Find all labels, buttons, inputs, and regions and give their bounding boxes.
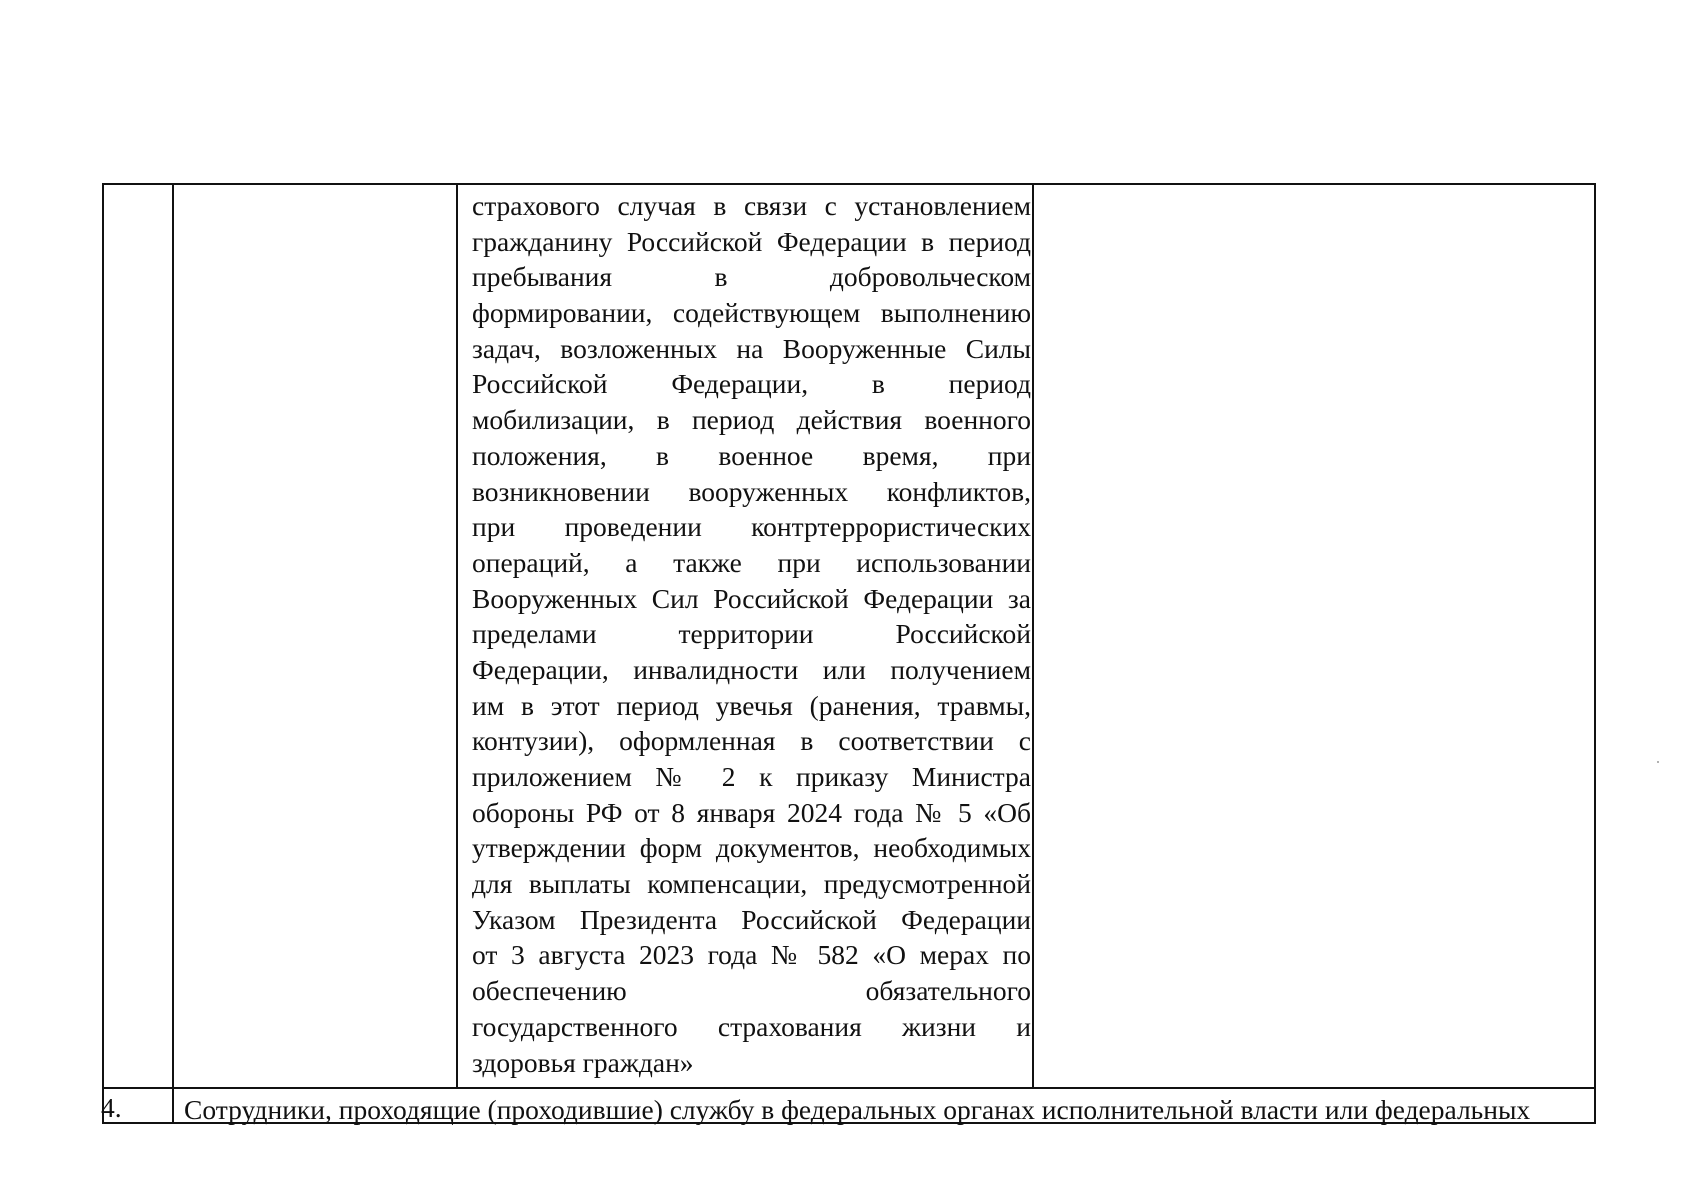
table-row-separator — [102, 1087, 1596, 1089]
table-column-divider-2 — [456, 183, 458, 1087]
description-line: гражданину Российской Федерации в период — [472, 225, 1031, 257]
row-category-text: Сотрудники, проходящие (проходившие) службу в федеральных органах исполнительной власти или федеральных — [184, 1094, 1531, 1125]
table-left-border — [102, 183, 104, 1124]
description-line: от 3 августа 2023 года № 582 «О мерах по — [472, 939, 1031, 971]
description-line: Вооруженных Сил Российской Федерации за — [472, 582, 1031, 614]
description-line: контузии), оформленная в соответствии с — [472, 725, 1031, 757]
scan-artifact — [1657, 761, 1659, 763]
description-line: возникновении вооруженных конфликтов, — [472, 475, 1031, 507]
row-number: 4. — [101, 1092, 122, 1123]
description-line: задач, возложенных на Вооруженные Силы — [472, 332, 1031, 364]
description-line: им в этот период увечья (ранения, травмы, — [472, 689, 1031, 721]
description-line: положения, в военное время, при — [472, 439, 1031, 471]
table-top-border — [102, 183, 1596, 185]
description-line: мобилизации, в период действия военного — [472, 404, 1031, 436]
table-column-divider-1 — [172, 183, 174, 1124]
description-line: при проведении контртеррористических — [472, 511, 1031, 543]
description-line: пределами территории Российской — [472, 618, 1031, 650]
description-line: формировании, содействующем выполнению — [472, 297, 1031, 329]
description-line: Указом Президента Российской Федерации — [472, 903, 1031, 935]
description-line: пребывания в добровольческом — [472, 261, 1031, 293]
description-line: Российской Федерации, в период — [472, 368, 1031, 400]
table-right-border — [1594, 185, 1596, 1124]
description-line: страхового случая в связи с установлением — [472, 190, 1031, 221]
description-line: обороны РФ от 8 января 2024 года № 5 «Об — [472, 796, 1031, 828]
description-line: приложением № 2 к приказу Министра — [472, 761, 1031, 792]
description-line: операций, а также при использовании — [472, 546, 1031, 578]
table-column-divider-3 — [1032, 185, 1034, 1088]
description-line: обеспечению обязательного — [472, 975, 1031, 1007]
description-line: государственного страхования жизни и — [472, 1010, 1031, 1042]
description-line: для выплаты компенсации, предусмотренной — [472, 868, 1031, 900]
description-line: Федерации, инвалидности или получением — [472, 653, 1031, 685]
description-cell — [472, 188, 1031, 1080]
description-line: утверждении форм документов, необходимых — [472, 832, 1031, 864]
description-line: здоровья граждан» — [472, 1046, 694, 1078]
